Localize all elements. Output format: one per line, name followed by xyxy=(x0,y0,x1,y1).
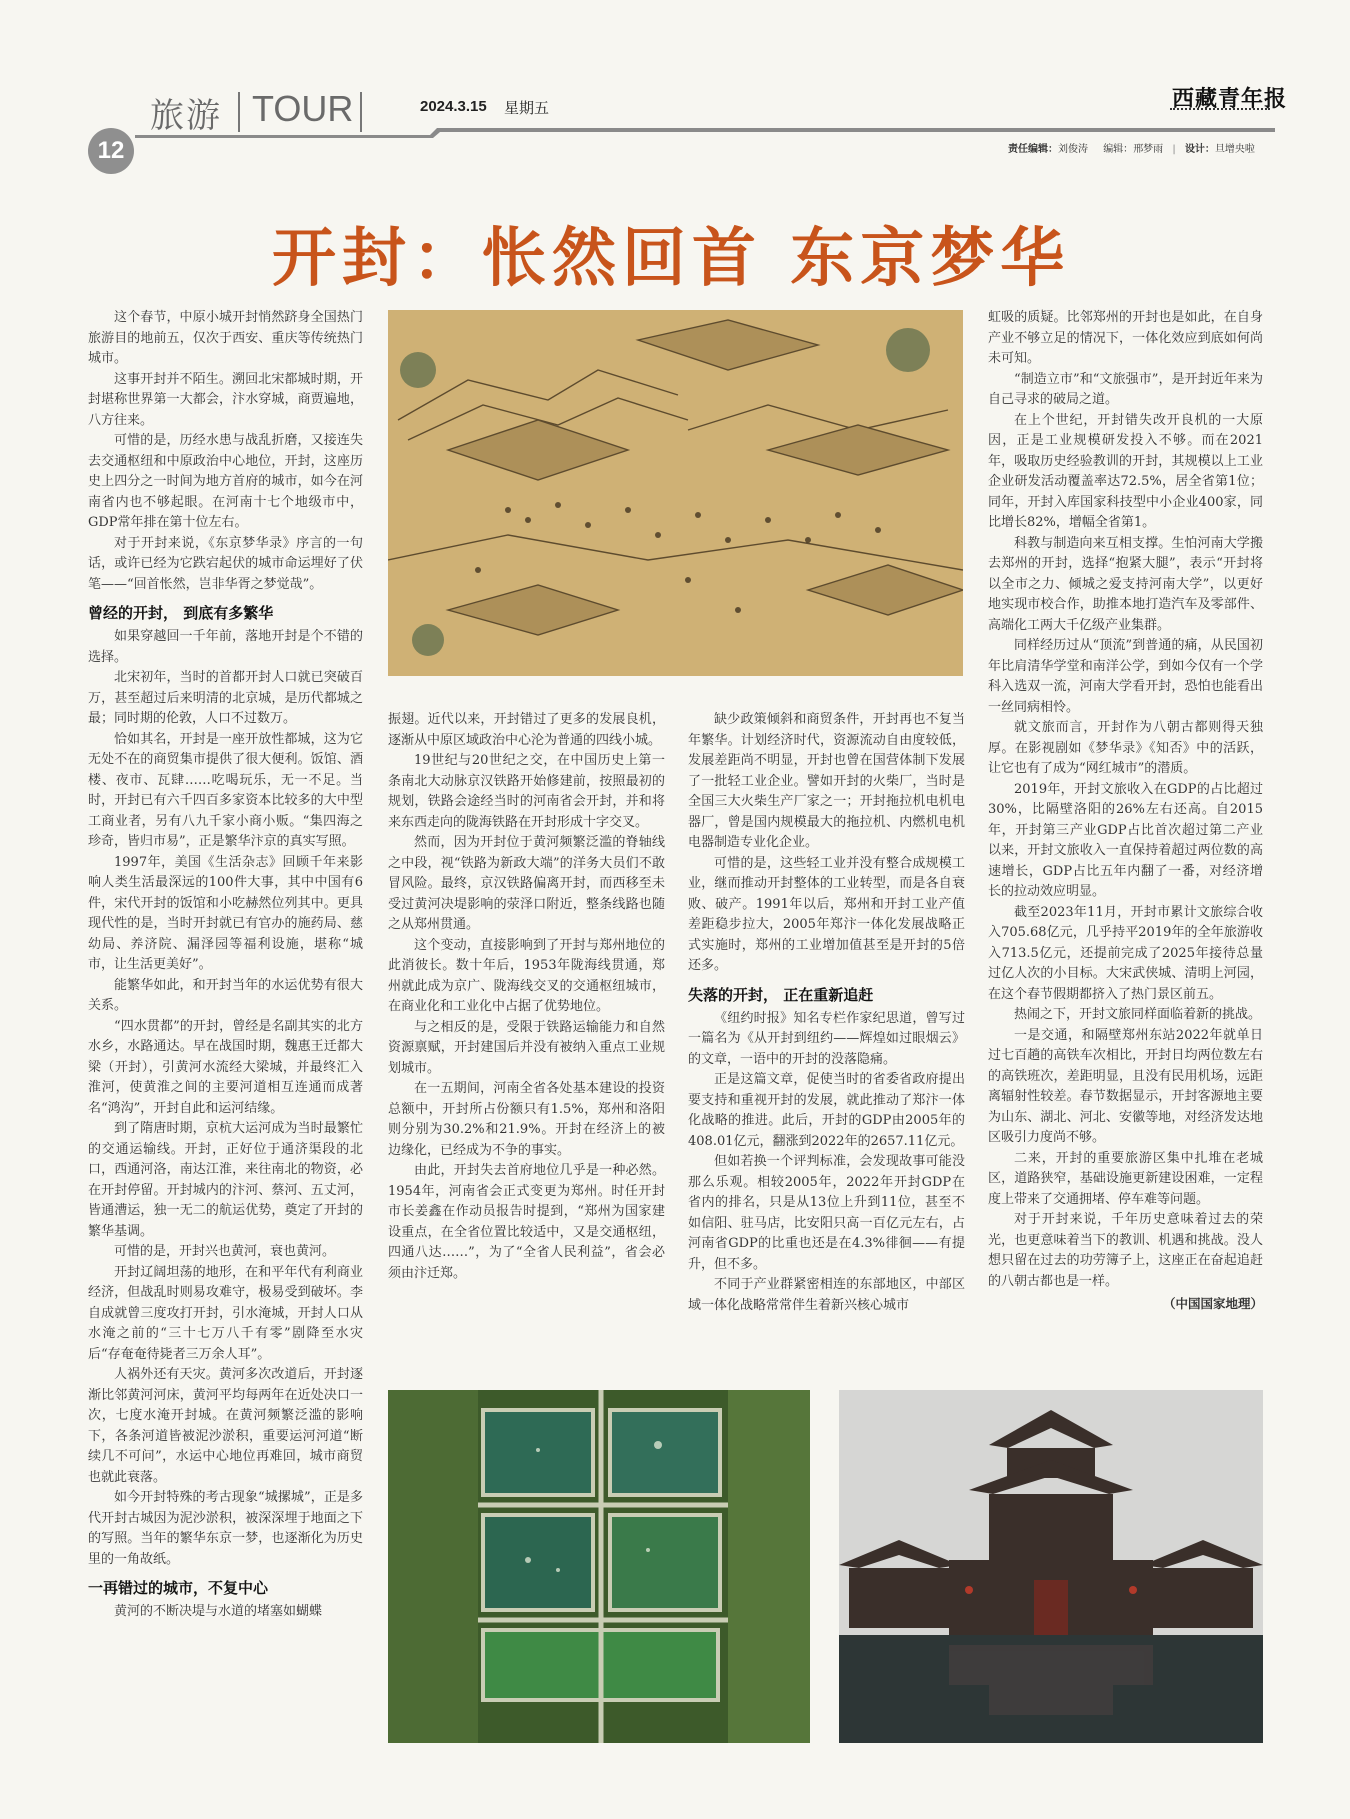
tibetan-script-decoration xyxy=(1170,108,1270,113)
paragraph: 科教与制造向来互相支撑。生怕河南大学搬去郑州的开封，选择“抱紧大腿”，表示“开封将以全市之力、倾城之爱支持河南大学”，以更好地实现市校合作，助推本地打造汽车及零部件、高端化工两大千亿级产业集群。 xyxy=(988,535,1263,633)
page-number-badge: 12 xyxy=(88,128,134,174)
paragraph: 虹吸的质疑。比邻郑州的开封也是如此，在自身产业不够立足的情况下，一体化效应到底如何尚未可知。 xyxy=(988,310,1263,366)
credit-separator: | xyxy=(1172,144,1176,155)
credit-label: 设计： xyxy=(1184,144,1215,155)
paragraph: 19世纪与20世纪之交，在中国历史上第一条南北大动脉京汉铁路开始修建前，按照最初的规划，铁路会途经当时的河南省会开封，并和将来东西走向的陇海铁路在开封形成十字交叉。 xyxy=(388,753,665,830)
paragraph: 正是这篇文章，促使当时的省委省政府提出要支持和重视开封的发展，就此推动了郑汴一体化战略的推进。此后，开封的GDP由2005年的408.01亿元，翻涨到2022年的2657.11亿元。 xyxy=(688,1072,965,1149)
paragraph: 热闹之下，开封文旅同样面临着新的挑战。 xyxy=(1014,1007,1262,1022)
subheading: 一再错过的城市，不复中心 xyxy=(88,1579,269,1597)
paragraph: 可惜的是，历经水患与战乱折磨，又接连失去交通枢纽和中原政治中心地位，开封，这座历史上四分之一时间为地方首府的城市，如今在河南省内也不够起眼。在河南十七个地级市中，GDP常年排在第十位左右。 xyxy=(88,433,363,530)
paragraph: 在一五期间，河南全省各处基本建设的投资总额中，开封所占份额只有1.5%，郑州和洛阳则分别为30.2%和21.9%。开封在经济上的被边缘化，已经成为不争的事实。 xyxy=(388,1081,665,1158)
paragraph: 2019年，开封文旅收入在GDP的占比超过30%，比隔壁洛阳的26%左右还高。自2015年，开封第三产业GDP占比首次超过第二产业以来，开封文旅收入一直保持着超过两位数的高速增长，GDP占比五年内翻了一番，对经济增长的拉动效应明显。 xyxy=(988,781,1263,899)
paragraph: 恰如其名，开封是一座开放性都城，这为它无处不在的商贸集市提供了很大便利。饭馆、酒楼、夜市、瓦肆……吃喝玩乐，无一不足。当时，开封已有六千四百多家资本比较多的大中型工商业者，另有八九千家小商小贩。“集四海之珍奇，皆归市易”，正是繁华汴京的真实写照。 xyxy=(88,731,363,849)
paragraph: 对于开封来说，《东京梦华录》序言的一句话，或许已经为它跌宕起伏的城市命运埋好了伏笔——“回首怅然，岂非华胥之梦觉哉”。 xyxy=(88,535,363,592)
paragraph: 与之相反的是，受限于铁路运输能力和自然资源禀赋，开封建国后并没有被纳入重点工业规划城市。 xyxy=(388,1019,665,1076)
paragraph: 这个春节，中原小城开封悄然跻身全国热门旅游目的地前五，仅次于西安、重庆等传统热门城市。 xyxy=(88,310,363,366)
paragraph: “四水贯都”的开封，曾经是名副其实的北方水乡，水路通达。早在战国时期，魏惠王迁都大梁（开封），引黄河水流经大梁城，并最终汇入淮河，使黄淮之间的主要河道相互连通而成著名“鸿沟”，开封自此和运河结缘。 xyxy=(88,1018,363,1116)
paragraph: 可惜的是，开封兴也黄河，衰也黄河。 xyxy=(114,1244,336,1259)
article-column-3 xyxy=(688,710,965,1316)
header-divider xyxy=(238,92,240,132)
paragraph: 到了隋唐时期，京杭大运河成为当时最繁忙的交通运输线。开封，正好位于通济渠段的北口，西通河洛，南达江淮，来往南北的物资，必在开封停留。开封城内的汴河、蔡河、五丈河，皆通漕运，独一无二的航运优势，奠定了开封的繁华基调。 xyxy=(88,1121,363,1239)
editor-credits xyxy=(1008,140,1255,155)
header-rule xyxy=(135,128,1275,138)
newspaper-masthead: 西藏青年报 xyxy=(1172,86,1288,112)
article-column-4 xyxy=(988,308,1263,1315)
paragraph: 北宋初年，当时的首都开封人口就已突破百万，甚至超过后来明清的北京城，是历代都城之最；同时期的伦敦，人口不过数万。 xyxy=(88,670,363,726)
article-title: 开封：怅然回首 东京梦华 xyxy=(272,222,1071,296)
credit-value: 旦增央啦 xyxy=(1214,144,1255,155)
paragraph: 这个变动，直接影响到了开封与郑州地位的此消彼长。数十年后，1953年陇海线贯通，郑州就此成为京广、陇海线交叉的交通枢纽城市，在商业化和工业化中占据了优势地位。 xyxy=(388,937,665,1014)
paragraph: 不同于产业群紧密相连的东部地区，中部区域一体化战略常常伴生着新兴核心城市 xyxy=(688,1277,965,1313)
source-credit: （中国国家地理） xyxy=(1162,1296,1263,1311)
header-divider xyxy=(360,92,362,132)
credit-value: 邢梦雨 xyxy=(1133,144,1164,155)
painting-image xyxy=(388,310,963,676)
credit-label: 编辑： xyxy=(1103,144,1134,155)
paragraph: 开封辽阔坦荡的地形，在和平年代有利商业经济，但战乱时则易攻难守，极易受到破坏。李自成就曾三度攻打开封，引水淹城，开封人口从水淹之前的“三十七万八千有零”剧降至水灾后“存奄奄待毙者三万余人耳”。 xyxy=(88,1264,363,1362)
credit-value: 刘俊涛 xyxy=(1058,144,1088,155)
paragraph: 但如若换一个评判标准，会发现故事可能没那么乐观。相较2005年，2022年开封GDP在省内的排名，只是从13位上升到11位，甚至不如信阳、驻马店，比安阳只高一百亿元左右，占河南省GDP的比重也还是在4.3%徘徊——有提升，但不多。 xyxy=(688,1154,965,1272)
painting-icon xyxy=(388,310,963,676)
paragraph: 能繁华如此，和开封当年的水运优势有很大关系。 xyxy=(88,977,363,1013)
paragraph: 一是交通，和隔壁郑州东站2022年就单日过七百趟的高铁车次相比，开封日均两位数左右的高铁班次，差距明显，且没有民用机场，远距离辐射性较差。春节数据显示，开封客源地主要为山东、湖北、河北、安徽等地，对经济发达地区吸引力度尚不够。 xyxy=(988,1027,1263,1145)
paragraph: 人祸外还有天灾。黄河多次改道后，开封逐渐比邻黄河河床，黄河平均每两年在近处决口一次，七度水淹开封城。在黄河频繁泛滥的影响下，各条河道皆被泥沙淤积，重要运河河道“断续几不可问”，水运中心地位再难回，城市商贸也就此衰落。 xyxy=(88,1367,363,1485)
paragraph: 振翅。近代以来，开封错过了更多的发展良机，逐渐从中原区域政治中心沦为普通的四线小城。 xyxy=(388,712,665,748)
paragraph: 在上个世纪，开封错失改开良机的一大原因，正是工业规模研发投入不够。而在2021年，吸取历史经验教训的开封，其规模以上工业企业研发活动覆盖率达72.5%，居全省第1位；同年，开封入库国家科技型中小企业400家，同比增长82%，增幅全省第1。 xyxy=(988,412,1263,530)
paragraph: “制造立市”和“文旅强市”，是开封近年来为自己寻求的破局之道。 xyxy=(988,371,1263,407)
paragraph: 这事开封并不陌生。溯回北宋都城时期，开封堪称世界第一大都会，汴水穿城，商贾遍地，八方往来。 xyxy=(88,371,363,428)
paragraph: 缺少政策倾斜和商贸条件，开封再也不复当年繁华。计划经济时代，资源流动自由度较低，发展差距尚不明显，开封也曾在国营体制下发展了一批轻工业企业。譬如开封的火柴厂，当时是全国三大火柴生产厂家之一；开封拖拉机电机电器厂，曾是国内规模最大的拖拉机、内燃机电机电器制造专业化企业。 xyxy=(688,712,965,850)
article-column-2 xyxy=(388,710,665,1284)
section-label-en: TOUR xyxy=(252,88,354,129)
section-label-cn: 旅游 xyxy=(150,96,222,136)
pavilion-photo-icon xyxy=(839,1390,1263,1743)
paragraph: 截至2023年11月，开封市累计文旅综合收入705.68亿元，几乎持平2019年的全年旅游收入713.5亿元，还提前完成了2025年接待总量过亿人次的小目标。大宋武侠城、清明上河园，在这个春节假期都挤入了热门景区前五。 xyxy=(988,904,1263,1002)
paragraph: 同样经历过从“顶流”到普通的痛，从民国初年比肩清华学堂和南洋公学，到如今仅有一个学科入选双一流，河南大学看开封，恐怕也能看出一丝同病相怜。 xyxy=(988,638,1263,715)
paragraph: 如果穿越回一千年前，落地开封是个不错的选择。 xyxy=(88,629,363,665)
issue-date: 2024.3.15 xyxy=(420,98,487,115)
paragraph: 1997年，美国《生活杂志》回顾千年来影响人类生活最深远的100件大事，其中中国有6件，宋代开封的饭馆和小吃赫然位列其中。更具现代性的是，当时开封就已有官办的施药局、慈幼局、养济院、漏泽园等福利设施，堪称“城市，让生活更美好”。 xyxy=(88,854,363,972)
pavilion-photo xyxy=(839,1390,1263,1743)
subheading: 曾经的开封， 到底有多繁华 xyxy=(88,604,274,622)
credit-label: 责任编辑： xyxy=(1008,144,1058,155)
aerial-photo-icon xyxy=(388,1390,810,1743)
paragraph: 然而，因为开封位于黄河频繁泛滥的脊轴线之中段，视“铁路为新政大端”的洋务大员们不敢冒风险。最终，京汉铁路偏离开封，而西移至未受过黄河决堤影响的荥泽口附近，整条线路也随之从郑州贯通。 xyxy=(388,835,665,932)
paragraph: 就文旅而言，开封作为八朝古都则得天独厚。在影视剧如《梦华录》《知否》中的活跃，让它也有了成为“网红城市”的潜质。 xyxy=(988,720,1263,776)
article-column-1 xyxy=(88,308,363,1623)
subheading: 失落的开封， 正在重新追赶 xyxy=(688,985,874,1004)
issue-weekday: 星期五 xyxy=(504,99,550,117)
paragraph: 二来，开封的重要旅游区集中扎堆在老城区，道路狭窄，基础设施更新建设困难，一定程度上带来了交通拥堵、停车难等问题。 xyxy=(988,1150,1263,1207)
paragraph: 由此，开封失去首府地位几乎是一种必然。1954年，河南省会正式变更为郑州。时任开封市长姜鑫在作动员报告时提到，“郑州为国家建设重点，在全省位置比较适中，又是交通枢纽，四通八达……”，为了“全省人民利益”，省会必须由汴迁郑。 xyxy=(388,1163,665,1281)
paragraph: 《纽约时报》知名专栏作家纪思道，曾写过一篇名为《从开封到纽约——辉煌如过眼烟云》的文章，一语中的开封的没落隐痛。 xyxy=(688,1010,965,1067)
paragraph: 黄河的不断决堤与水道的堵塞如蝴蝶 xyxy=(114,1604,323,1619)
aerial-ponds-photo xyxy=(388,1390,810,1743)
paragraph: 如今开封特殊的考古现象“城摞城”，正是多代开封古城因为泥沙淤积，被深深埋于地面之下的写照。当年的繁华东京一梦，也逐渐化为历史里的一角故纸。 xyxy=(88,1490,363,1567)
paragraph: 对于开封来说，千年历史意味着过去的荣光，也更意味着当下的教训、机遇和挑战。没人想只留在过去的功劳簿子上，这座正在奋起追赶的八朝古都也是一样。 xyxy=(988,1212,1263,1289)
paragraph: 可惜的是，这些轻工业并没有整合成规模工业，继而推动开封整体的工业转型，而是各自衰败、破产。1991年以后，郑州和开封工业产值差距稳步拉大，2005年郑汴一体化发展战略正式实施时，郑州的工业增加值甚至是开封的5倍还多。 xyxy=(688,855,965,973)
